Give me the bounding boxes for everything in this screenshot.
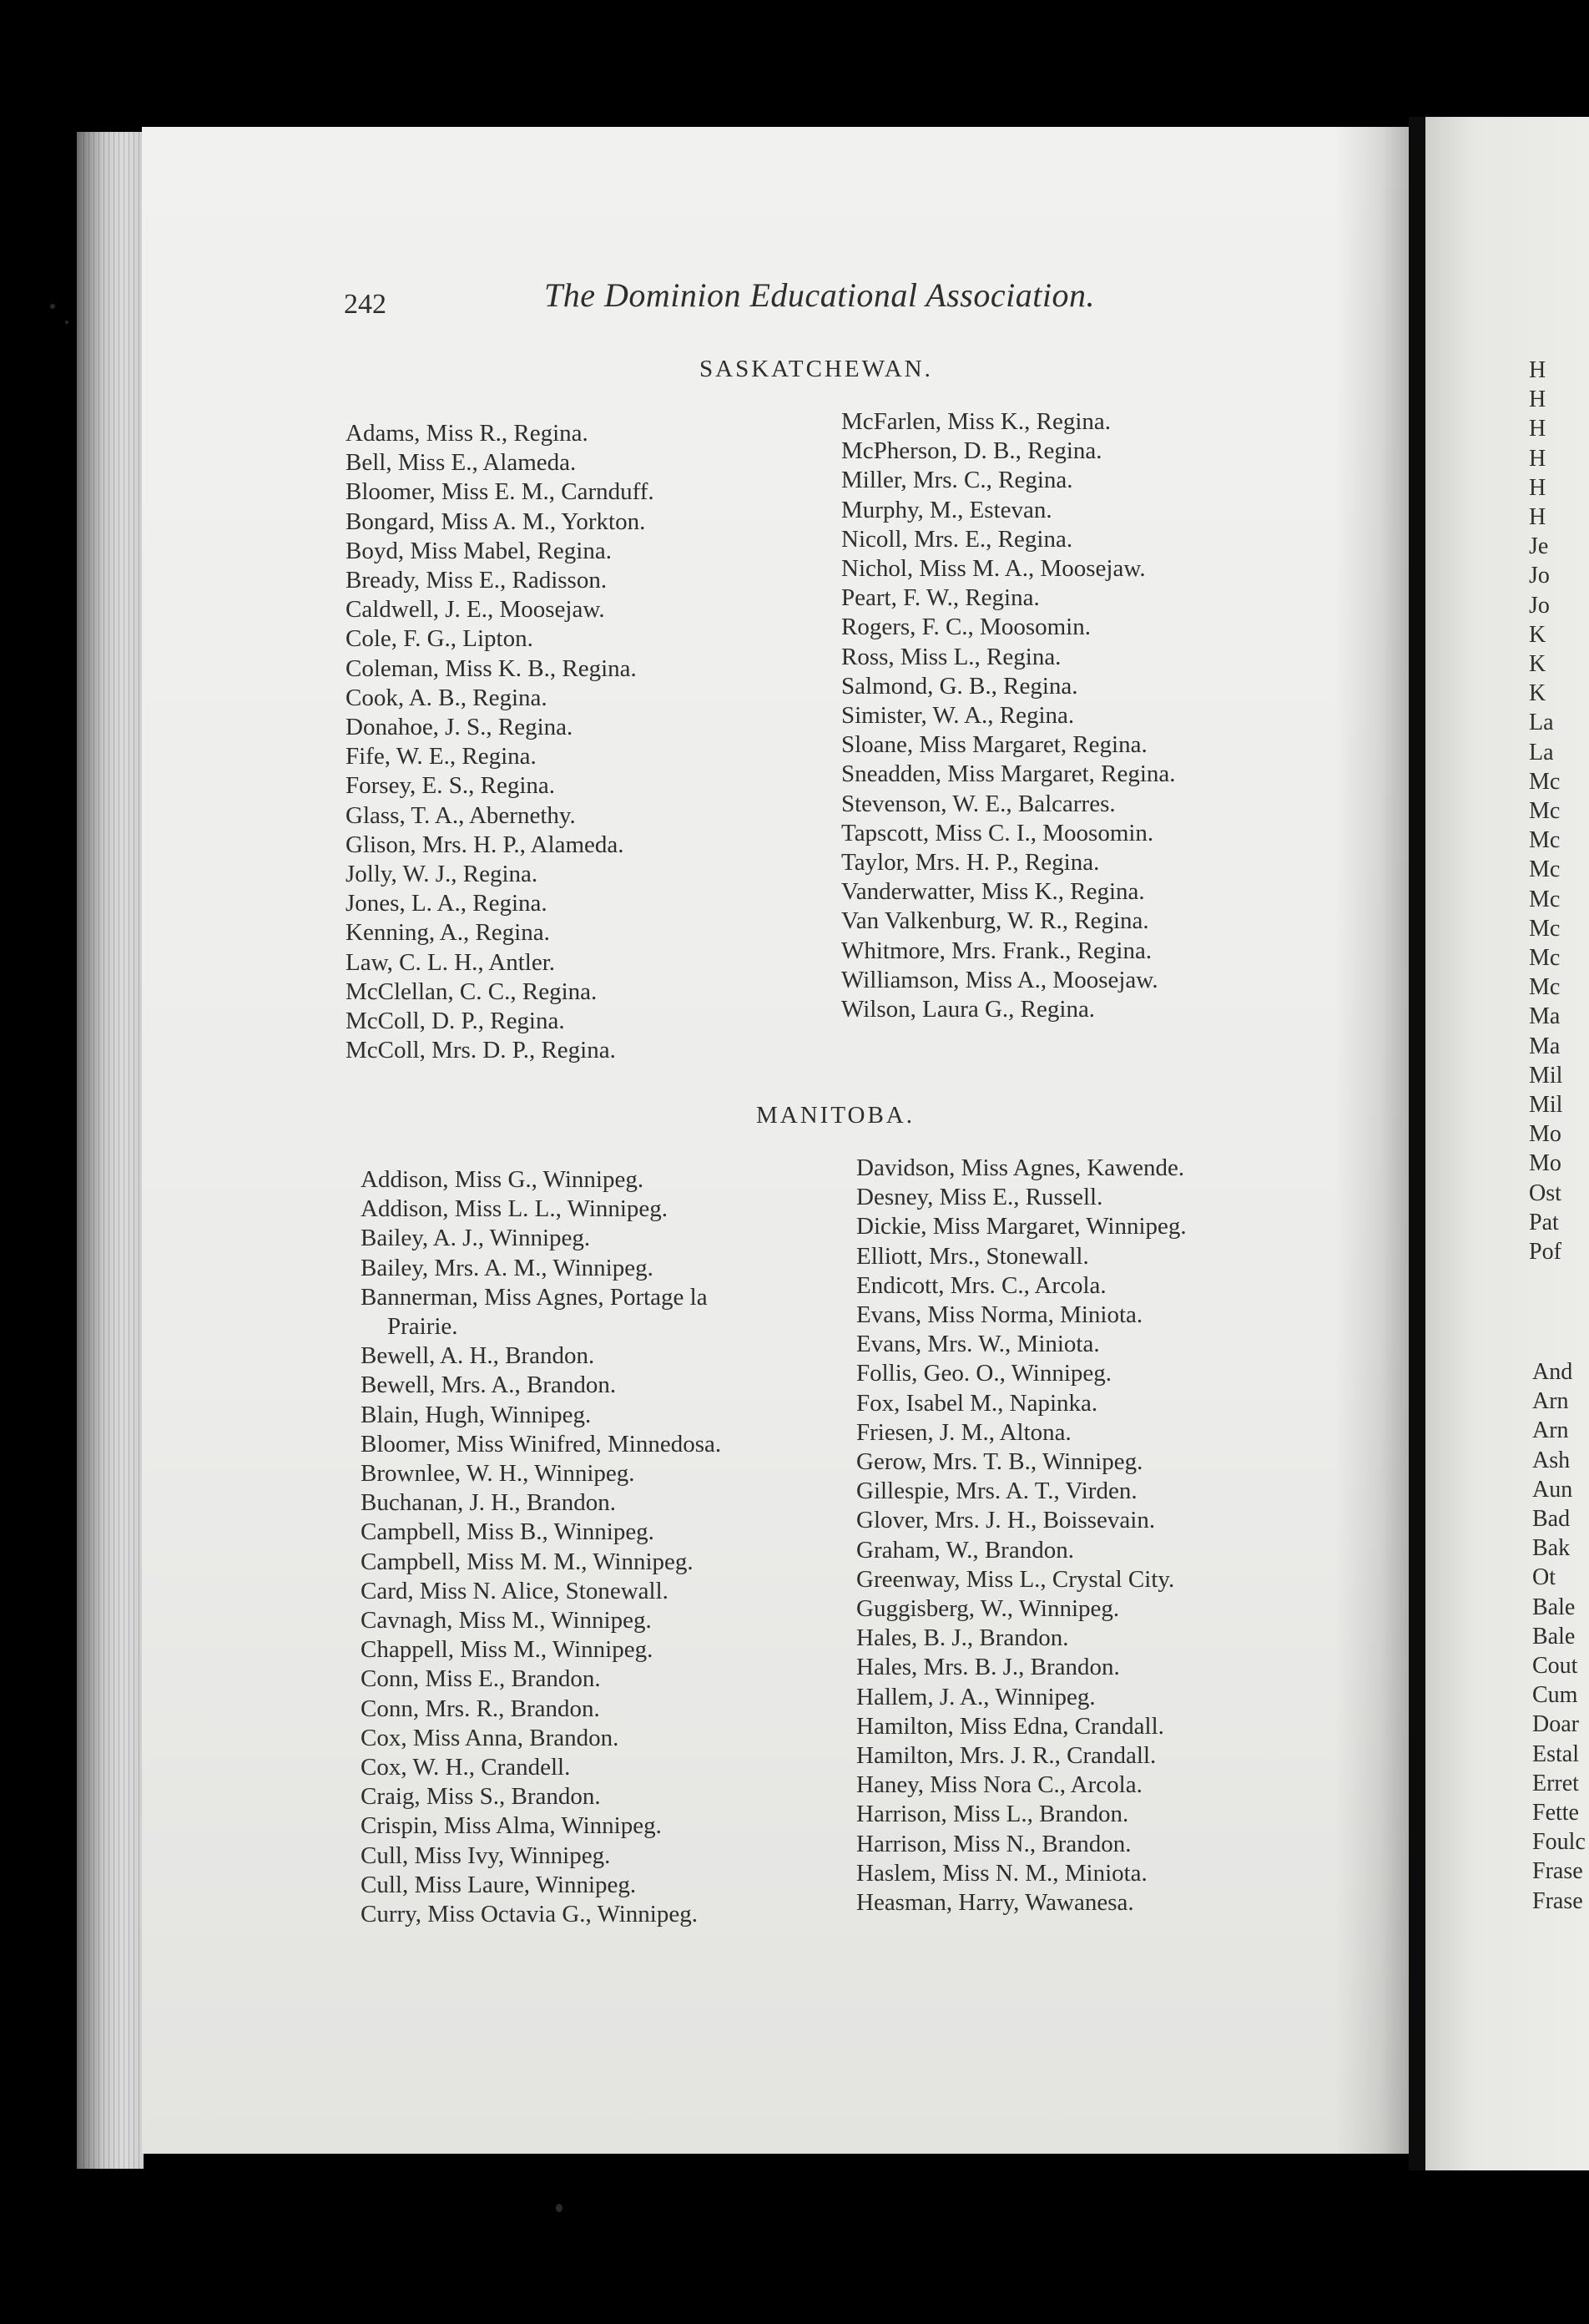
member-entry: Elliott, Mrs., Stonewall. (856, 1242, 1089, 1270)
page-gap (1409, 117, 1427, 2170)
adjacent-page-fragment: Bale (1532, 1594, 1576, 1620)
adjacent-page-fragment: La (1529, 739, 1554, 765)
member-entry: Campbell, Miss M. M., Winnipeg. (361, 1548, 694, 1575)
adjacent-page-fragment: Arn (1532, 1417, 1569, 1444)
member-entry: Bewell, Mrs. A., Brandon. (361, 1372, 617, 1399)
member-entry: Addison, Miss L. L., Winnipeg. (361, 1195, 668, 1223)
member-entry: Endicott, Mrs. C., Arcola. (856, 1271, 1107, 1299)
adjacent-page-fragment: Jo (1529, 563, 1550, 589)
adjacent-page-fragment: Pof (1529, 1239, 1561, 1266)
member-entry: Evans, Mrs. W., Miniota. (856, 1331, 1100, 1358)
adjacent-page-fragment: Mc (1529, 974, 1561, 1001)
member-entry: Friesen, J. M., Altona. (856, 1418, 1072, 1446)
member-entry: Addison, Miss G., Winnipeg. (361, 1166, 644, 1193)
adjacent-page-fragment: K (1529, 680, 1546, 707)
member-entry: Bannerman, Miss Agnes, Portage la (361, 1283, 708, 1311)
member-entry: Adams, Miss R., Regina. (346, 420, 588, 447)
adjacent-page-fragment: Cum (1532, 1682, 1578, 1709)
adjacent-page-fragment: Aun (1532, 1476, 1573, 1503)
member-entry: Glison, Mrs. H. P., Alameda. (346, 831, 624, 858)
member-entry: Blain, Hugh, Winnipeg. (361, 1401, 592, 1428)
member-entry: Glover, Mrs. J. H., Boissevain. (856, 1507, 1156, 1534)
adjacent-page-fragment: Doar (1532, 1711, 1579, 1738)
member-entry: Sloane, Miss Margaret, Regina. (841, 731, 1148, 759)
adjacent-page-fragment: Estal (1532, 1740, 1579, 1767)
adjacent-page-fragment: And (1532, 1359, 1573, 1385)
adjacent-page-fragment: Pat (1529, 1209, 1559, 1235)
member-entry: Heasman, Harry, Wawanesa. (856, 1889, 1134, 1917)
adjacent-page-fragment: Mc (1529, 827, 1561, 854)
section-heading-saskatchewan: SASKATCHEWAN. (699, 356, 933, 382)
adjacent-page-fragment: Ma (1529, 1033, 1561, 1059)
adjacent-page-fragment: Mc (1529, 768, 1561, 795)
member-entry: Bongard, Miss A. M., Yorkton. (346, 508, 646, 535)
left-page (142, 127, 1410, 2154)
member-entry: Donahoe, J. S., Regina. (346, 714, 573, 741)
scan-speck (556, 2204, 562, 2212)
adjacent-page-fragment: Erret (1532, 1770, 1579, 1796)
adjacent-page-fragment: Mc (1529, 886, 1561, 912)
member-entry: Cull, Miss Ivy, Winnipeg. (361, 1842, 611, 1869)
member-entry: Gillespie, Mrs. A. T., Virden. (856, 1478, 1138, 1505)
member-entry: Fox, Isabel M., Napinka. (856, 1389, 1098, 1417)
adjacent-page-fragment: La (1529, 710, 1554, 736)
member-entry: Stevenson, W. E., Balcarres. (841, 790, 1116, 817)
scan-speck (65, 321, 68, 324)
adjacent-page-fragment: Mc (1529, 945, 1561, 972)
adjacent-page-fragment: Je (1529, 533, 1549, 560)
member-entry: Haney, Miss Nora C., Arcola. (856, 1771, 1143, 1799)
adjacent-page-fragment: Mo (1529, 1150, 1561, 1177)
adjacent-page-fragment: Bad (1532, 1506, 1571, 1533)
member-entry: Wilson, Laura G., Regina. (841, 996, 1096, 1023)
adjacent-page-fragment: Bak (1532, 1535, 1571, 1562)
member-entry: Tapscott, Miss C. I., Moosomin. (841, 819, 1154, 846)
member-entry: Gerow, Mrs. T. B., Winnipeg. (856, 1448, 1143, 1476)
member-entry: Jones, L. A., Regina. (346, 890, 547, 917)
member-entry: Cox, W. H., Crandell. (361, 1754, 571, 1781)
member-entry: Boyd, Miss Mabel, Regina. (346, 537, 612, 564)
member-entry: Williamson, Miss A., Moosejaw. (841, 966, 1158, 993)
adjacent-page-fragment: Jo (1529, 592, 1550, 619)
member-entry: Davidson, Miss Agnes, Kawende. (856, 1154, 1185, 1181)
member-entry: Simister, W. A., Regina. (841, 702, 1075, 730)
adjacent-page-fragment: Ost (1529, 1180, 1561, 1206)
adjacent-page-fragments-top (1529, 356, 1562, 1266)
member-entry: Glass, T. A., Abernethy. (346, 801, 576, 829)
adjacent-page-fragment: Mil (1529, 1062, 1563, 1089)
adjacent-page-fragment: H (1529, 386, 1546, 413)
member-entry: Dickie, Miss Margaret, Winnipeg. (856, 1213, 1187, 1240)
member-entry: Law, C. L. H., Antler. (346, 948, 556, 976)
adjacent-page-fragment: H (1529, 445, 1546, 472)
member-entry: Campbell, Miss B., Winnipeg. (361, 1518, 654, 1546)
adjacent-page-fragment: Mc (1529, 798, 1561, 825)
adjacent-page-fragment: Bale (1532, 1623, 1576, 1650)
member-entry: Chappell, Miss M., Winnipeg. (361, 1636, 653, 1664)
member-entry: Conn, Mrs. R., Brandon. (361, 1695, 600, 1722)
adjacent-page-fragment: K (1529, 621, 1546, 648)
adjacent-page-fragment: Fette (1532, 1800, 1579, 1826)
adjacent-page-fragment: Cout (1532, 1653, 1578, 1680)
member-entry: Bailey, Mrs. A. M., Winnipeg. (361, 1254, 653, 1281)
adjacent-page-fragment: Mc (1529, 856, 1561, 883)
member-entry: Sneadden, Miss Margaret, Regina. (841, 760, 1176, 788)
member-entry: McPherson, D. B., Regina. (841, 437, 1102, 465)
member-entry: Cook, A. B., Regina. (346, 684, 547, 711)
member-entry: Conn, Miss E., Brandon. (361, 1665, 601, 1693)
member-entry: Crispin, Miss Alma, Winnipeg. (361, 1812, 662, 1840)
member-entry: Cavnagh, Miss M., Winnipeg. (361, 1607, 652, 1634)
adjacent-page-fragment: Mo (1529, 1121, 1561, 1148)
gutter-shadow (1335, 127, 1410, 2154)
member-entry: Hallem, J. A., Winnipeg. (856, 1683, 1096, 1710)
member-entry: Fife, W. E., Regina. (346, 743, 537, 770)
member-entry: Haslem, Miss N. M., Miniota. (856, 1859, 1148, 1887)
member-entry: McColl, Mrs. D. P., Regina. (346, 1037, 616, 1064)
manitoba-right-column (856, 1154, 1187, 1917)
member-entry: Van Valkenburg, W. R., Regina. (841, 907, 1149, 935)
member-entry: Ross, Miss L., Regina. (841, 643, 1062, 670)
member-entry: Nicoll, Mrs. E., Regina. (841, 525, 1073, 553)
page-number: 242 (344, 289, 386, 320)
member-entry: Hales, Mrs. B. J., Brandon. (856, 1654, 1120, 1681)
member-entry: Miller, Mrs. C., Regina. (841, 467, 1073, 494)
running-head: The Dominion Educational Association. (544, 276, 1095, 314)
member-entry: Cull, Miss Laure, Winnipeg. (361, 1871, 637, 1898)
adjacent-page-fragment: Ash (1532, 1447, 1571, 1473)
member-entry: Peart, F. W., Regina. (841, 584, 1040, 612)
member-entry: Harrison, Miss L., Brandon. (856, 1801, 1129, 1828)
member-entry: Hales, B. J., Brandon. (856, 1624, 1069, 1652)
member-entry: Forsey, E. S., Regina. (346, 772, 556, 800)
member-entry: Follis, Geo. O., Winnipeg. (856, 1360, 1112, 1387)
member-entry: Coleman, Miss K. B., Regina. (346, 654, 637, 682)
member-entry: Craig, Miss S., Brandon. (361, 1783, 601, 1811)
member-entry: Hamilton, Mrs. J. R., Crandall. (856, 1742, 1157, 1770)
adjacent-page-fragment: H (1529, 504, 1546, 531)
member-entry: Vanderwatter, Miss K., Regina. (841, 878, 1145, 906)
adjacent-page-fragment: H (1529, 474, 1546, 501)
member-entry: Bewell, A. H., Brandon. (361, 1342, 595, 1370)
adjacent-page-fragment: K (1529, 651, 1546, 678)
member-entry: Evans, Miss Norma, Miniota. (856, 1301, 1143, 1329)
member-entry: Card, Miss N. Alice, Stonewall. (361, 1577, 668, 1604)
member-entry: Graham, W., Brandon. (856, 1536, 1074, 1564)
member-entry: Brownlee, W. H., Winnipeg. (361, 1460, 635, 1488)
member-entry: Bready, Miss E., Radisson. (346, 567, 608, 594)
member-entry: Curry, Miss Octavia G., Winnipeg. (361, 1901, 698, 1928)
member-entry: Caldwell, J. E., Moosejaw. (346, 596, 605, 624)
saskatchewan-left-column (346, 419, 654, 1065)
adjacent-page-fragment: Ot (1532, 1564, 1556, 1591)
adjacent-page-fragment: Foulc (1532, 1829, 1586, 1856)
manitoba-left-column (361, 1165, 721, 1929)
member-entry: Cox, Miss Anna, Brandon. (361, 1724, 619, 1751)
member-entry: McClellan, C. C., Regina. (346, 978, 598, 1005)
member-entry: Whitmore, Mrs. Frank., Regina. (841, 937, 1153, 964)
member-entry: Bailey, A. J., Winnipeg. (361, 1225, 591, 1252)
member-entry: Harrison, Miss N., Brandon. (856, 1830, 1132, 1857)
member-entry: Salmond, G. B., Regina. (841, 672, 1078, 700)
member-entry: Kenning, A., Regina. (346, 919, 550, 947)
member-entry: Nichol, Miss M. A., Moosejaw. (841, 555, 1146, 583)
adjacent-page-fragment: Ma (1529, 1003, 1561, 1030)
scan-speck (50, 304, 55, 309)
member-entry: Taylor, Mrs. H. P., Regina. (841, 849, 1100, 877)
saskatchewan-right-column (841, 407, 1176, 1024)
adjacent-page-fragment: Frase (1532, 1887, 1583, 1914)
adjacent-page-fragment: Arn (1532, 1388, 1569, 1415)
member-entry: Greenway, Miss L., Crystal City. (856, 1565, 1175, 1593)
member-entry: Desney, Miss E., Russell. (856, 1184, 1103, 1211)
member-entry: Bell, Miss E., Alameda. (346, 449, 577, 477)
member-entry: Hamilton, Miss Edna, Crandall. (856, 1712, 1164, 1740)
member-entry: Buchanan, J. H., Brandon. (361, 1489, 617, 1517)
adjacent-page-fragment: Mc (1529, 915, 1561, 942)
member-entry: Prairie. (387, 1313, 458, 1341)
adjacent-page-fragment: H (1529, 357, 1546, 383)
adjacent-page-fragments-bottom (1532, 1357, 1586, 1916)
adjacent-page-fragment: Mil (1529, 1092, 1563, 1119)
member-entry: Guggisberg, W., Winnipeg. (856, 1595, 1120, 1623)
member-entry: McColl, D. P., Regina. (346, 1008, 565, 1035)
adjacent-page-fragment: Frase (1532, 1858, 1583, 1885)
member-entry: Jolly, W. J., Regina. (346, 861, 538, 888)
member-entry: McFarlen, Miss K., Regina. (841, 408, 1111, 435)
member-entry: Murphy, M., Estevan. (841, 496, 1052, 523)
section-heading-manitoba: MANITOBA. (756, 1102, 915, 1129)
member-entry: Cole, F. G., Lipton. (346, 625, 533, 653)
member-entry: Bloomer, Miss Winifred, Minnedosa. (361, 1430, 722, 1458)
member-entry: Rogers, F. C., Moosomin. (841, 614, 1091, 641)
member-entry: Bloomer, Miss E. M., Carnduff. (346, 478, 654, 506)
page-stack-lines (83, 132, 142, 2169)
adjacent-page-fragment: H (1529, 416, 1546, 442)
